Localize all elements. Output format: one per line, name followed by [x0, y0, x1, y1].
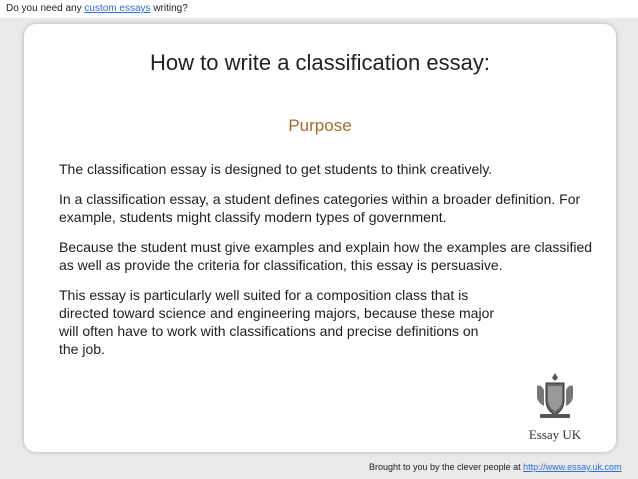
banner-suffix: writing?	[153, 3, 188, 14]
footer	[369, 462, 622, 472]
paragraph-3: Because the student must give examples and explain how the examples are classified as well as provide the criteria for classification, this essay is persuasive.	[59, 239, 593, 273]
footer-prefix: Brought to you by the clever people at	[369, 462, 521, 472]
paragraph-2: In a classification essay, a student defines categories within a broader definition. For example, students might classify modern types of government.	[59, 191, 581, 225]
custom-essays-link[interactable]: custom essays	[84, 3, 151, 14]
slide-subtitle: Purpose	[288, 116, 352, 135]
paragraph-4: This essay is particularly well suited for a composition class that is directed toward science and engineering majors, because these major will often have to work with classifications and precise definitions on the job.	[59, 287, 495, 357]
logo-text: Essay UK	[528, 427, 582, 442]
slide-card	[24, 24, 616, 452]
essay-uk-link[interactable]: http://www.essay.uk.com	[523, 462, 622, 472]
slide-body	[59, 160, 604, 370]
essay-uk-logo	[510, 370, 600, 446]
banner-prefix: Do you need any	[6, 3, 82, 14]
coat-of-arms-icon	[533, 370, 577, 420]
paragraph-1: The classification essay is designed to get students to think creatively.	[59, 161, 493, 177]
top-banner	[0, 0, 638, 18]
slide-title: How to write a classification essay:	[150, 50, 490, 75]
